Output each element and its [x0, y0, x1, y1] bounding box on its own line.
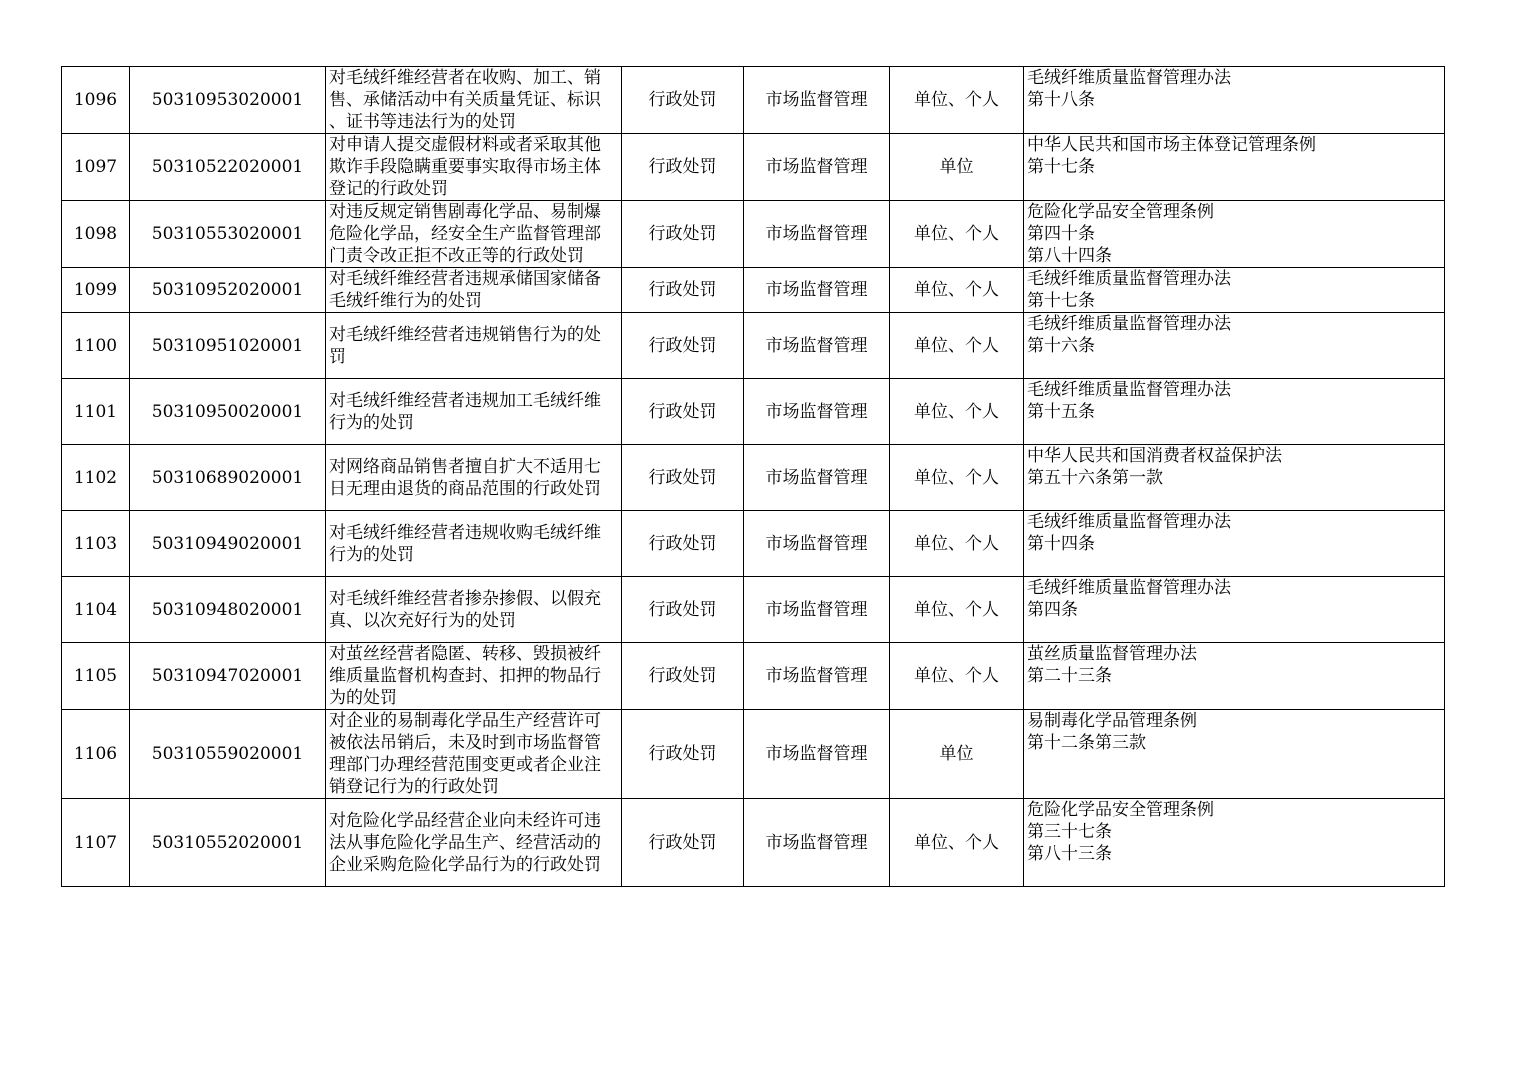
department-cell: 市场监督管理	[744, 313, 890, 379]
item-name-line: 门责令改正拒不改正等的行政处罚	[329, 246, 584, 266]
item-name-cell	[326, 710, 622, 799]
item-code-cell: 50310949020001	[130, 511, 326, 577]
item-name-line: 真、以次充好行为的处罚	[329, 610, 516, 631]
legal-basis-line: 第五十六条第一款	[1027, 468, 1163, 488]
item-name-line: 对毛绒纤维经营者掺杂掺假、以假充	[329, 588, 601, 609]
power-type-cell: 行政处罚	[622, 201, 744, 268]
item-name-line: 对毛绒纤维经营者违规收购毛绒纤维	[329, 522, 601, 543]
department-cell: 市场监督管理	[744, 577, 890, 643]
table-row	[62, 134, 1445, 201]
department-cell: 市场监督管理	[744, 268, 890, 313]
power-type-cell: 行政处罚	[622, 643, 744, 710]
subject-cell: 单位、个人	[890, 445, 1024, 511]
legal-basis-line: 易制毒化学品管理条例	[1027, 711, 1197, 731]
item-code-cell: 50310950020001	[130, 379, 326, 445]
row-number-cell: 1096	[62, 67, 130, 134]
legal-basis-line: 第十二条第三款	[1027, 733, 1146, 753]
row-number-cell: 1107	[62, 799, 130, 887]
item-code-cell: 50310552020001	[130, 799, 326, 887]
item-code-cell: 50310948020001	[130, 577, 326, 643]
legal-basis-cell	[1024, 201, 1445, 268]
row-number-cell: 1106	[62, 710, 130, 799]
subject-cell: 单位、个人	[890, 67, 1024, 134]
item-name-cell	[326, 577, 622, 643]
item-name-line: 对违反规定销售剧毒化学品、易制爆	[329, 202, 601, 222]
legal-basis-line: 毛绒纤维质量监督管理办法	[1027, 314, 1231, 334]
power-type-cell: 行政处罚	[622, 268, 744, 313]
subject-cell: 单位、个人	[890, 799, 1024, 887]
item-code-cell: 50310522020001	[130, 134, 326, 201]
legal-basis-line: 第十五条	[1027, 402, 1095, 422]
item-name-line: 对危险化学品经营企业向未经许可违	[329, 810, 601, 831]
item-name-line: 危险化学品，经安全生产监督管理部	[329, 224, 601, 244]
department-cell: 市场监督管理	[744, 643, 890, 710]
item-name-line: 维质量监督机构查封、扣押的物品行	[329, 666, 601, 686]
row-number-cell: 1098	[62, 201, 130, 268]
row-number-cell: 1104	[62, 577, 130, 643]
legal-basis-line: 第四十条	[1027, 224, 1095, 244]
table-row	[62, 445, 1445, 511]
item-name-cell	[326, 799, 622, 887]
legal-basis-line: 中华人民共和国消费者权益保护法	[1027, 446, 1282, 466]
legal-basis-line: 毛绒纤维质量监督管理办法	[1027, 380, 1231, 400]
item-name-line: 销登记行为的行政处罚	[329, 777, 499, 797]
legal-basis-cell	[1024, 643, 1445, 710]
item-code-cell: 50310947020001	[130, 643, 326, 710]
table-row	[62, 799, 1445, 887]
item-name-line: 行为的处罚	[329, 412, 414, 433]
subject-cell: 单位、个人	[890, 201, 1024, 268]
legal-basis-line: 第十七条	[1027, 291, 1095, 311]
table-row	[62, 67, 1445, 134]
power-type-cell: 行政处罚	[622, 134, 744, 201]
item-name-line: 被依法吊销后，未及时到市场监督管	[329, 733, 601, 753]
legal-basis-line: 危险化学品安全管理条例	[1027, 202, 1214, 222]
legal-basis-cell	[1024, 511, 1445, 577]
item-name-cell	[326, 511, 622, 577]
table-row	[62, 710, 1445, 799]
item-name-line: 罚	[329, 346, 346, 367]
power-type-cell: 行政处罚	[622, 67, 744, 134]
item-name-cell	[326, 201, 622, 268]
item-name-cell	[326, 67, 622, 134]
row-number-cell: 1101	[62, 379, 130, 445]
power-type-cell: 行政处罚	[622, 710, 744, 799]
item-name-line: 对毛绒纤维经营者违规加工毛绒纤维	[329, 390, 601, 411]
power-type-cell: 行政处罚	[622, 511, 744, 577]
legal-basis-line: 第三十七条	[1027, 822, 1112, 842]
item-name-line: 、证书等违法行为的处罚	[329, 112, 516, 132]
department-cell: 市场监督管理	[744, 134, 890, 201]
legal-basis-cell	[1024, 134, 1445, 201]
legal-basis-cell	[1024, 710, 1445, 799]
subject-cell: 单位、个人	[890, 511, 1024, 577]
item-code-cell: 50310953020001	[130, 67, 326, 134]
legal-basis-cell	[1024, 445, 1445, 511]
item-name-line: 对毛绒纤维经营者在收购、加工、销	[329, 68, 601, 88]
table-row	[62, 201, 1445, 268]
item-name-cell	[326, 379, 622, 445]
department-cell: 市场监督管理	[744, 710, 890, 799]
item-name-line: 对网络商品销售者擅自扩大不适用七	[329, 456, 601, 477]
subject-cell: 单位、个人	[890, 379, 1024, 445]
penalty-items-table	[61, 66, 1445, 887]
power-type-cell: 行政处罚	[622, 379, 744, 445]
legal-basis-cell	[1024, 67, 1445, 134]
item-name-cell	[326, 313, 622, 379]
item-code-cell: 50310951020001	[130, 313, 326, 379]
legal-basis-line: 第四条	[1027, 600, 1078, 620]
legal-basis-cell	[1024, 268, 1445, 313]
subject-cell: 单位、个人	[890, 313, 1024, 379]
legal-basis-line: 第八十四条	[1027, 246, 1112, 266]
item-name-line: 对企业的易制毒化学品生产经营许可	[329, 711, 601, 731]
item-name-line: 对茧丝经营者隐匿、转移、毁损被纤	[329, 644, 601, 664]
item-name-line: 理部门办理经营范围变更或者企业注	[329, 755, 601, 775]
item-name-line: 法从事危险化学品生产、经营活动的	[329, 832, 601, 853]
legal-basis-line: 毛绒纤维质量监督管理办法	[1027, 269, 1231, 289]
power-type-cell: 行政处罚	[622, 313, 744, 379]
table-row	[62, 577, 1445, 643]
item-name-line: 对毛绒纤维经营者违规销售行为的处	[329, 324, 601, 345]
legal-basis-line: 第十八条	[1027, 90, 1095, 110]
department-cell: 市场监督管理	[744, 379, 890, 445]
item-name-line: 欺诈手段隐瞒重要事实取得市场主体	[329, 157, 601, 177]
row-number-cell: 1103	[62, 511, 130, 577]
subject-cell: 单位	[890, 710, 1024, 799]
power-type-cell: 行政处罚	[622, 445, 744, 511]
row-number-cell: 1100	[62, 313, 130, 379]
legal-basis-line: 茧丝质量监督管理办法	[1027, 644, 1197, 664]
table-row	[62, 511, 1445, 577]
legal-basis-cell	[1024, 379, 1445, 445]
table-row	[62, 643, 1445, 710]
item-code-cell: 50310553020001	[130, 201, 326, 268]
table-row	[62, 379, 1445, 445]
legal-basis-cell	[1024, 799, 1445, 887]
subject-cell: 单位	[890, 134, 1024, 201]
item-name-cell	[326, 643, 622, 710]
legal-basis-line: 毛绒纤维质量监督管理办法	[1027, 512, 1231, 532]
item-name-line: 对申请人提交虚假材料或者采取其他	[329, 135, 601, 155]
table-body	[62, 67, 1445, 887]
department-cell: 市场监督管理	[744, 201, 890, 268]
power-type-cell: 行政处罚	[622, 799, 744, 887]
legal-basis-line: 毛绒纤维质量监督管理办法	[1027, 68, 1231, 88]
legal-basis-line: 第八十三条	[1027, 844, 1112, 864]
subject-cell: 单位、个人	[890, 268, 1024, 313]
subject-cell: 单位、个人	[890, 643, 1024, 710]
legal-basis-cell	[1024, 313, 1445, 379]
row-number-cell: 1097	[62, 134, 130, 201]
item-name-line: 售、承储活动中有关质量凭证、标识	[329, 90, 601, 110]
row-number-cell: 1099	[62, 268, 130, 313]
legal-basis-line: 中华人民共和国市场主体登记管理条例	[1027, 135, 1316, 155]
item-name-cell	[326, 134, 622, 201]
department-cell: 市场监督管理	[744, 511, 890, 577]
item-code-cell: 50310689020001	[130, 445, 326, 511]
department-cell: 市场监督管理	[744, 67, 890, 134]
legal-basis-line: 毛绒纤维质量监督管理办法	[1027, 578, 1231, 598]
legal-basis-line: 第十六条	[1027, 336, 1095, 356]
item-name-line: 企业采购危险化学品行为的行政处罚	[329, 854, 601, 875]
item-code-cell: 50310559020001	[130, 710, 326, 799]
item-name-line: 为的处罚	[329, 688, 397, 708]
item-name-line: 日无理由退货的商品范围的行政处罚	[329, 478, 601, 499]
item-name-line: 对毛绒纤维经营者违规承储国家储备	[329, 269, 601, 289]
row-number-cell: 1102	[62, 445, 130, 511]
item-name-line: 行为的处罚	[329, 544, 414, 565]
subject-cell: 单位、个人	[890, 577, 1024, 643]
legal-basis-line: 第十七条	[1027, 157, 1095, 177]
power-type-cell: 行政处罚	[622, 577, 744, 643]
department-cell: 市场监督管理	[744, 445, 890, 511]
item-name-cell	[326, 268, 622, 313]
table-row	[62, 268, 1445, 313]
table-row	[62, 313, 1445, 379]
department-cell: 市场监督管理	[744, 799, 890, 887]
item-code-cell: 50310952020001	[130, 268, 326, 313]
item-name-cell	[326, 445, 622, 511]
legal-basis-line: 第十四条	[1027, 534, 1095, 554]
item-name-line: 登记的行政处罚	[329, 179, 448, 199]
legal-basis-cell	[1024, 577, 1445, 643]
legal-basis-line: 危险化学品安全管理条例	[1027, 800, 1214, 820]
legal-basis-line: 第二十三条	[1027, 666, 1112, 686]
item-name-line: 毛绒纤维行为的处罚	[329, 291, 482, 311]
row-number-cell: 1105	[62, 643, 130, 710]
